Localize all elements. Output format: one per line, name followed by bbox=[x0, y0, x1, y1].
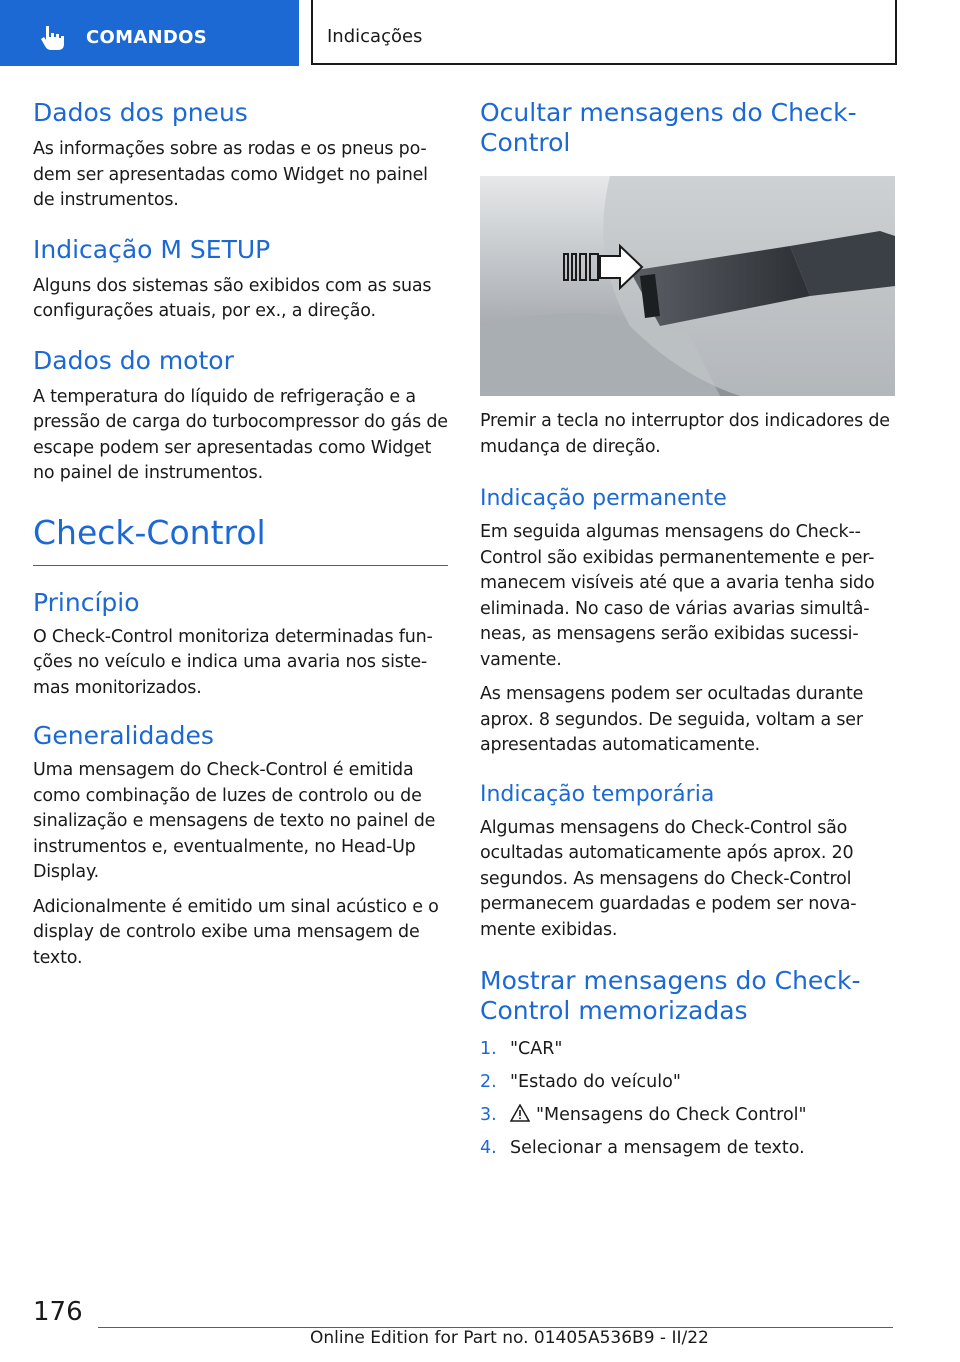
heading-m-setup: Indicação M SETUP bbox=[33, 234, 271, 264]
warning-triangle-icon bbox=[510, 1104, 530, 1122]
section-label: Indicações bbox=[327, 26, 423, 47]
list-item: 1. "CAR" bbox=[480, 1039, 563, 1059]
paragraph-temporary: Algumas mensagens do Check-Control são ocultadas automaticamente após aprox. 20 segundos. As mensagens do Check-Control permanecem guardadas e podem ser nova-mente exibidas. bbox=[480, 817, 857, 940]
paragraph-principle: O Check-Control monitoriza determinadas fun-ções no veículo e indica uma avaria nos siste-mas monitorizados. bbox=[33, 626, 433, 698]
turn-signal-stalk-illustration bbox=[480, 176, 895, 396]
section-header bbox=[311, 0, 897, 65]
hand-pointer-icon bbox=[40, 24, 66, 52]
heading-principle: Princípio bbox=[33, 587, 140, 617]
paragraph-engine-data: A temperatura do líquido de refrigeração e a pressão de carga do turbocompressor do gás de escape podem ser apresentadas como Widget no painel de instrumentos. bbox=[33, 386, 448, 483]
paragraph-m-setup: Alguns dos sistemas são exibidos com as suas configurações atuais, por ex., a direção. bbox=[33, 275, 432, 321]
paragraph-permanent-2: As mensagens podem ser ocultadas durante aprox. 8 segundos. De seguida, voltam a ser apresentadas automaticamente. bbox=[480, 684, 864, 755]
section-divider bbox=[33, 565, 448, 566]
chapter-tab bbox=[0, 0, 299, 66]
paragraph-hide-messages: Premir a tecla no interruptor dos indicadores de mudança de direção. bbox=[480, 411, 890, 457]
heading-temporary: Indicação temporária bbox=[480, 781, 715, 807]
heading-general: Generalidades bbox=[33, 721, 214, 750]
heading-hide-messages: Ocultar mensagens do Check-Control bbox=[480, 98, 857, 157]
heading-show-stored: Mostrar mensagens do Check-Control memorizadas bbox=[480, 966, 861, 1025]
turn-signal-stalk-photo bbox=[480, 176, 895, 396]
steps-list bbox=[480, 1033, 895, 1165]
paragraph-tyre-data: As informações sobre as rodas e os pneus po-dem ser apresentadas como Widget no painel de instrumentos. bbox=[33, 139, 428, 210]
heading-engine-data: Dados do motor bbox=[33, 345, 234, 375]
left-column bbox=[33, 98, 448, 971]
chapter-label: COMANDOS bbox=[86, 27, 208, 48]
paragraph-general-1: Uma mensagem do Check-Control é emitida como combinação de luzes de controlo ou de sinalização e mensagens de texto no painel de instrumentos e, eventualmente, no Head-Up Display. bbox=[33, 760, 436, 882]
heading-check-control: Check-Control bbox=[33, 512, 266, 552]
heading-permanent: Indicação permanente bbox=[480, 486, 727, 511]
list-item: 4. Selecionar a mensagem de texto. bbox=[480, 1138, 805, 1158]
list-item: 3. "Mensagens do Check Control" bbox=[480, 1105, 807, 1125]
paragraph-permanent-1: Em seguida algumas mensagens do Check--Control são exibidas permanentemente e per-manecem visíveis até que a avaria tenha sido eliminada. No caso de várias avarias simultâ-neas, as mensagens serão exibidas sucessi-vamente. bbox=[480, 522, 875, 670]
right-column bbox=[480, 98, 895, 1165]
heading-tyre-data: Dados dos pneus bbox=[33, 98, 248, 127]
list-item: 2. "Estado do veículo" bbox=[480, 1072, 681, 1092]
page-number: 176 bbox=[33, 1297, 83, 1327]
edition-footer: Online Edition for Part no. 01405A536B9 - II/22 bbox=[310, 1328, 709, 1348]
paragraph-general-2: Adicionalmente é emitido um sinal acústico e o display de controlo exibe uma mensagem de texto. bbox=[33, 896, 439, 968]
